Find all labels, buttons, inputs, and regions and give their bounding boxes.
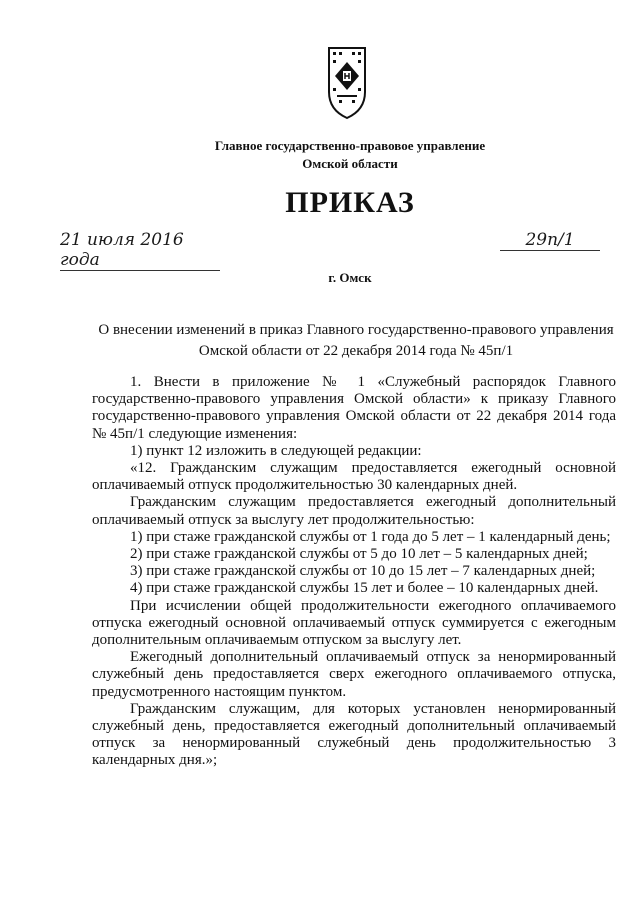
handwritten-date: 21 июля 2016 года [60, 230, 220, 271]
paragraph-8: 4) при стаже гражданской службы 15 лет и более – 10 календарных дней. [130, 580, 599, 597]
paragraph-5: 1) при стаже гражданской службы от 1 года до 5 лет – 1 календарный день; [130, 528, 611, 545]
coat-of-arms-icon [319, 44, 375, 124]
paragraph-6: 2) при стаже гражданской службы от 5 до 10 лет – 5 календарных дней; [130, 546, 588, 563]
paragraph-10: Ежегодный дополнительный оплачиваемый отпуск за ненормированный служебный день предоставляется сверх ежегодного оплачиваемого отпуска, предусмотренного настоящим пунктом. [92, 649, 616, 700]
paragraph-11: Гражданским служащим, для которых установлен ненормированный служебный день, предоставляется ежегодный дополнительный оплачиваемый отпуск за ненормированный служебный день продолжительностью 3 календарных дня.»; [92, 700, 616, 769]
document-title: ПРИКАЗ [285, 186, 415, 219]
paragraph-9: При исчислении общей продолжительности ежегодного оплачиваемого отпуска ежегодный основной оплачиваемый отпуск суммируется с ежегодным дополнительным оплачиваемым отпуском за выслугу лет. [92, 597, 616, 649]
city-line: г. Омск [328, 270, 372, 285]
paragraph-1: 1. Внести в приложение № 1 «Служебный распорядок Главного государственно-правового управления Омской области» к приказу Главного государственно-правового управления Омской области от 22 декабря 2014 года № 45п/1 следующие изменения: [92, 374, 616, 442]
handwritten-number: 29п/1 [500, 230, 600, 251]
paragraph-4: Гражданским служащим предоставляется ежегодный дополнительный оплачиваемый отпуск за выслугу лет продолжительностью: [92, 494, 616, 528]
agency-name-line1: Главное государственно-правовое управление [214, 138, 486, 153]
order-body [92, 374, 616, 770]
order-subject: О внесении изменений в приказ Главного государственно-правового управления Омской области от 22 декабря 2014 года № 45п/1 [98, 322, 614, 359]
paragraph-3: «12. Гражданским служащим предоставляется ежегодный основной оплачиваемый отпуск продолжительностью 30 календарных дней. [92, 460, 616, 494]
paragraph-2: 1) пункт 12 изложить в следующей редакции: [130, 442, 422, 459]
agency-name-line2: Омской области [302, 156, 398, 171]
paragraph-7: 3) при стаже гражданской службы от 10 до 15 лет – 7 календарных дней; [130, 563, 596, 580]
